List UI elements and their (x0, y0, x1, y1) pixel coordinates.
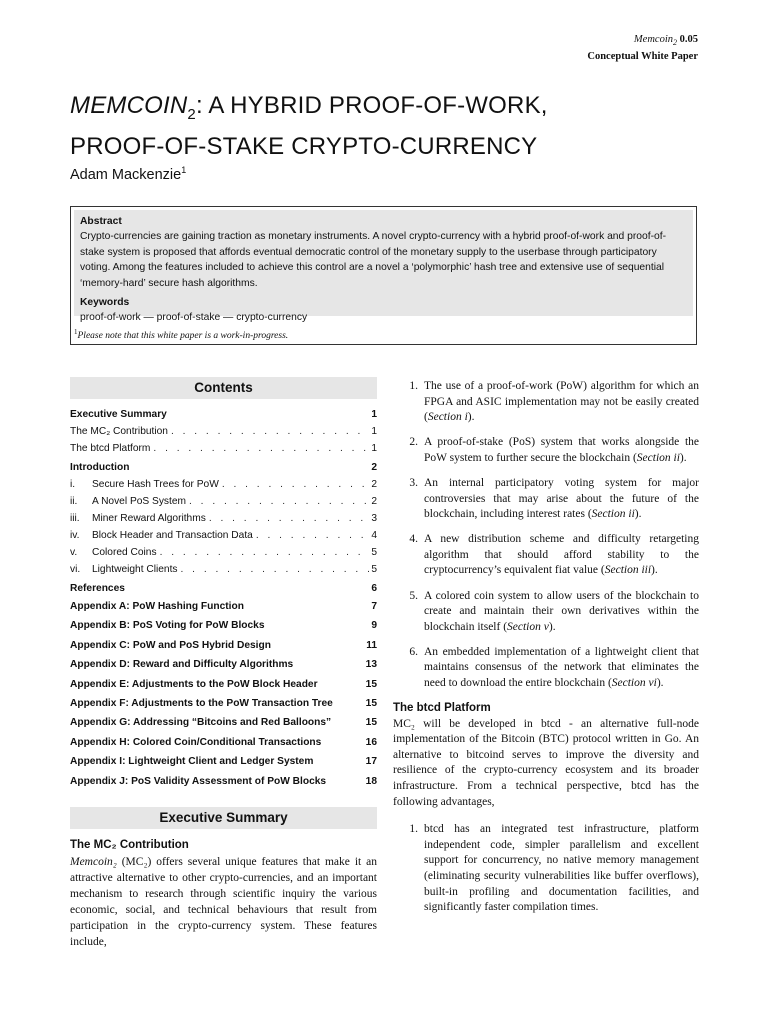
section-reference[interactable]: Section vi (611, 677, 657, 689)
running-head-version: Memcoin$_2$ 0.05 (633, 34, 698, 48)
toc-entry[interactable] (70, 772, 377, 791)
feature-number: 3. (409, 476, 418, 489)
toc-entry[interactable] (70, 561, 377, 578)
toc-entry[interactable] (70, 406, 377, 423)
toc-entry-page: 9 (371, 620, 377, 632)
toc-entry-page: 6 (371, 583, 377, 594)
toc-entry-page: 1 (371, 426, 377, 437)
toc-entry-number: ii. (70, 496, 78, 507)
feature-number: 1. (409, 380, 418, 392)
toc-entry[interactable] (70, 752, 377, 771)
section-reference[interactable]: Section ii (636, 451, 680, 464)
toc-entry[interactable] (70, 597, 377, 616)
toc-entry-page: 7 (371, 601, 377, 612)
toc-leader-dots (168, 423, 369, 440)
advantage-number: 1. (409, 823, 418, 836)
toc-entry-label: Appendix E: Adjustments to the PoW Block Header (70, 678, 318, 690)
toc-entry-page: 17 (365, 756, 377, 768)
btcd-paragraph: MC₂ will be developed in btcd - an alternative full-node implementation of the Bitcoin (BTC) protocol written in Go. An alternative to bitcoind serves to improve the diversity and resilience of the crypto-currency ecosystem and its broader infrastructure. From a technical perspective, btcd has the following advantages, (393, 717, 699, 808)
toc-entry-number: v. (70, 547, 78, 558)
executive-summary-body (70, 837, 377, 950)
toc-entry-number: vi. (70, 564, 81, 575)
toc-leader-dots (219, 476, 369, 493)
toc-leader-dots (253, 527, 369, 544)
keywords-heading: Keywords (80, 297, 130, 309)
toc-entry-page: 4 (371, 530, 377, 541)
feature-item (393, 532, 699, 579)
toc-entry[interactable] (70, 694, 377, 713)
feature-item (393, 645, 699, 692)
toc-entry[interactable] (70, 733, 377, 752)
feature-text: An internal participatory voting system for major controversies that may arise about the future of the blockchain, including interest rates (Section ii). (424, 476, 699, 521)
feature-number: 6. (409, 645, 418, 658)
section-reference[interactable]: Section v (507, 620, 549, 633)
toc-entry[interactable] (70, 544, 377, 561)
footnote: $^1$Please note that this white paper is a work-in-progress. (74, 328, 289, 342)
toc-entry-page: 2 (371, 479, 377, 490)
author: Adam Mackenzie$^1$ (70, 165, 187, 183)
toc-entry-label: Appendix G: Addressing “Bitcoins and Red Balloons” (70, 717, 332, 729)
toc-entry-label: Appendix I: Lightweight Client and Ledger System (70, 756, 314, 768)
toc-leader-dots (186, 493, 369, 510)
executive-summary-heading: Executive Summary (70, 807, 377, 829)
toc-entry-page: 3 (371, 513, 377, 524)
toc-entry[interactable] (70, 527, 377, 544)
feature-text: An embedded implementation of a lightweight client that maintains consensus of the network that eliminates the need to download the entire blockchain (Section vi). (424, 645, 699, 689)
feature-text: A new distribution scheme and difficulty retargeting algorithm that should afford stability to the cryptocurrency’s equivalent fiat value (Section iii). (424, 533, 699, 577)
toc-entry-page: 5 (371, 564, 377, 575)
toc-entry[interactable] (70, 459, 377, 476)
toc-entry[interactable] (70, 440, 377, 457)
right-column (393, 379, 699, 925)
abstract-text: Crypto-currencies are gaining traction as monetary instruments. A novel crypto-currency with a hybrid proof-of-work and proof-of-stake system is proposed that affords eventual democratic control of the monetary supply to the userbase through participatory voting. Among the features included to achieve this control are a novel a ‘polymorphic’ hash tree and extensive use of sequential ‘memory-hard’ secure hash algorithms. (80, 231, 667, 289)
toc-entry[interactable] (70, 636, 377, 655)
feature-number: 5. (409, 589, 418, 602)
toc-entry-label: The btcd Platform (70, 443, 151, 454)
feature-item (393, 589, 699, 636)
feature-item (393, 476, 699, 523)
toc-entry-label: Secure Hash Trees for PoW (92, 479, 219, 490)
keywords-text: proof-of-work — proof-of-stake — crypto-currency (80, 312, 308, 324)
toc-entry-page: 1 (371, 409, 377, 420)
toc-entry-page: 2 (371, 496, 377, 507)
toc-entry[interactable] (70, 493, 377, 510)
toc-leader-dots (178, 561, 369, 578)
toc-leader-dots (150, 440, 369, 457)
toc-leader-dots (157, 544, 369, 561)
feature-text: A colored coin system to allow users of the blockchain to create and maintain their own derivatives within the blockchain itself (Section v). (424, 589, 699, 633)
feature-text: A proof-of-stake (PoS) system that works alongside the PoW system to further secure the blockchain (Section ii). (424, 436, 699, 464)
toc-entry-label: Appendix A: PoW Hashing Function (70, 601, 244, 612)
toc-entry-page: 15 (365, 697, 377, 709)
section-reference[interactable]: Section ii (591, 508, 635, 521)
feature-item (393, 379, 699, 426)
toc-entry-page: 1 (371, 443, 377, 454)
toc-entry-page: 15 (365, 717, 377, 729)
toc-entry-page: 5 (371, 547, 377, 558)
toc-entry[interactable] (70, 423, 377, 440)
toc-entry-label: Colored Coins (92, 547, 157, 558)
toc-entry[interactable] (70, 655, 377, 674)
contribution-heading: The MC₂ Contribution (70, 839, 189, 851)
toc-leader-dots (206, 510, 369, 527)
toc-entry-number: iii. (70, 513, 80, 524)
toc-entry-label: Appendix J: PoS Validity Assessment of PoW Blocks (70, 775, 327, 787)
toc-entry-page: 16 (365, 736, 377, 748)
toc-entry[interactable] (70, 510, 377, 527)
section-reference[interactable]: Section iii (604, 564, 652, 577)
toc-entry-label: Appendix H: Colored Coin/Conditional Transactions (70, 736, 322, 748)
abstract-box (70, 206, 697, 345)
feature-list (393, 379, 699, 692)
section-reference[interactable]: Section i (427, 411, 468, 424)
running-head-doctype: Conceptual White Paper (587, 51, 698, 63)
toc-entry-number: i. (70, 479, 76, 490)
contents-heading: Contents (70, 377, 377, 399)
contribution-paragraph: Memcoin₂ (MC₂) offers several unique features that make it an attractive alternative to other crypto-currencies, and an important mechanism to research through scientific inquiry the various economic, social, and technical behaviours that result from participation in the crypto-currency system. These features include, (70, 856, 377, 948)
feature-number: 4. (409, 533, 418, 546)
toc-entry[interactable] (70, 713, 377, 732)
feature-text: The use of a proof-of-work (PoW) algorithm for which an FPGA and ASIC implementation may not be easily created (Section i). (424, 380, 699, 424)
toc-entry-label: Appendix B: PoS Voting for PoW Blocks (70, 620, 265, 632)
feature-number: 2. (409, 436, 418, 449)
toc-entry-page: 11 (366, 639, 377, 651)
table-of-contents (70, 406, 377, 791)
toc-entry-page: 2 (371, 462, 377, 473)
toc-entry-label: Block Header and Transaction Data (92, 530, 253, 541)
toc-entry-label: A Novel PoS System (92, 496, 186, 507)
toc-entry-label: Lightweight Clients (92, 564, 178, 575)
toc-entry[interactable] (70, 616, 377, 635)
toc-entry-label: Introduction (70, 462, 130, 473)
toc-entry-page: 15 (365, 678, 377, 690)
toc-entry[interactable] (70, 476, 377, 493)
toc-entry-number: iv. (70, 530, 80, 541)
paper-title: $MEMCOIN_2$: A HYBRID PROOF-OF-WORK, PROOF-OF-STAKE CRYPTO-CURRENCY (70, 92, 548, 160)
toc-entry-label: Appendix D: Reward and Difficulty Algorithms (70, 659, 294, 671)
toc-entry-label: Appendix F: Adjustments to the PoW Transaction Tree (70, 697, 333, 709)
toc-entry-page: 13 (365, 659, 377, 671)
advantage-item (393, 822, 699, 916)
toc-entry[interactable] (70, 675, 377, 694)
toc-entry-label: Appendix C: PoW and PoS Hybrid Design (70, 639, 271, 651)
toc-entry-page: 18 (365, 775, 377, 787)
running-head (587, 33, 698, 64)
toc-entry-label: The MC₂ Contribution (70, 426, 168, 437)
advantage-text: btcd has an integrated test infrastructure, platform independent code, simpler parallelism and excellent support for concurrency, no native memory management (eliminating security vulnerabilities like buffer overflows), built-in profiling and documentation facilities, and significantly faster compilation times. (424, 823, 699, 914)
btcd-heading: The btcd Platform (393, 702, 491, 715)
abstract-heading: Abstract (80, 216, 122, 227)
toc-entry-label: Miner Reward Algorithms (92, 513, 206, 524)
feature-item (393, 435, 699, 466)
toc-entry[interactable] (70, 580, 377, 597)
toc-entry-label: Executive Summary (70, 409, 167, 420)
toc-entry-label: References (70, 583, 125, 594)
advantages-list (393, 822, 699, 916)
